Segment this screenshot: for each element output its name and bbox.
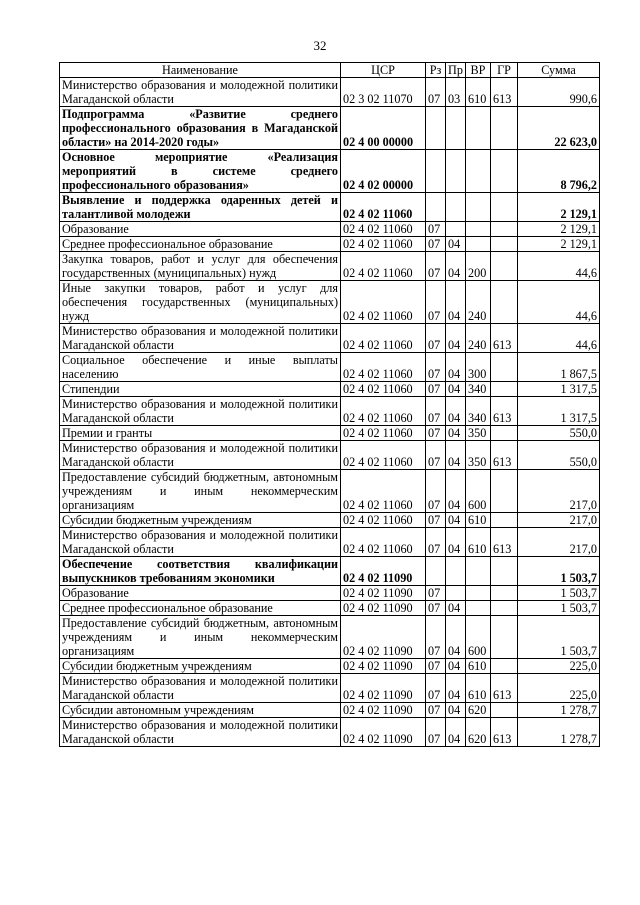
cell-rz: 07 — [426, 703, 446, 718]
cell-pr — [446, 193, 466, 222]
cell-gr — [491, 252, 518, 281]
cell-csr: 02 4 02 11090 — [341, 557, 426, 586]
cell-rz: 07 — [426, 601, 446, 616]
cell-csr: 02 4 02 11060 — [341, 252, 426, 281]
cell-pr: 04 — [446, 528, 466, 557]
cell-name: Образование — [60, 586, 341, 601]
cell-sum: 1 278,7 — [518, 718, 600, 747]
table-row — [60, 557, 600, 586]
cell-vr — [466, 601, 491, 616]
cell-csr: 02 4 00 00000 — [341, 107, 426, 150]
table-row — [60, 78, 600, 107]
cell-name: Предоставление субсидий бюджетным, автономным учреждениям и иным некоммерческим организациям — [60, 470, 341, 513]
cell-vr: 620 — [466, 703, 491, 718]
cell-pr: 04 — [446, 674, 466, 703]
cell-vr: 350 — [466, 441, 491, 470]
header-rz: Рз — [426, 63, 446, 78]
cell-sum: 217,0 — [518, 470, 600, 513]
table-row — [60, 281, 600, 324]
cell-pr: 04 — [446, 470, 466, 513]
cell-vr — [466, 222, 491, 237]
cell-gr — [491, 193, 518, 222]
cell-csr: 02 4 02 11060 — [341, 222, 426, 237]
cell-vr: 610 — [466, 78, 491, 107]
cell-csr: 02 4 02 11060 — [341, 441, 426, 470]
cell-csr: 02 4 02 11060 — [341, 281, 426, 324]
cell-name: Обеспечение соответствия квалификации выпускников требованиям экономики — [60, 557, 341, 586]
cell-csr: 02 4 02 00000 — [341, 150, 426, 193]
cell-vr: 610 — [466, 528, 491, 557]
cell-vr — [466, 150, 491, 193]
cell-gr — [491, 353, 518, 382]
cell-csr: 02 4 02 11090 — [341, 674, 426, 703]
table-row — [60, 659, 600, 674]
cell-gr — [491, 426, 518, 441]
cell-rz: 07 — [426, 78, 446, 107]
cell-csr: 02 4 02 11060 — [341, 397, 426, 426]
cell-csr: 02 4 02 11090 — [341, 616, 426, 659]
cell-sum: 1 317,5 — [518, 382, 600, 397]
cell-csr: 02 4 02 11060 — [341, 382, 426, 397]
cell-gr — [491, 470, 518, 513]
cell-gr — [491, 659, 518, 674]
table-row — [60, 193, 600, 222]
cell-sum: 225,0 — [518, 674, 600, 703]
cell-gr — [491, 237, 518, 252]
cell-gr: 613 — [491, 441, 518, 470]
cell-rz: 07 — [426, 586, 446, 601]
cell-rz — [426, 557, 446, 586]
cell-name: Закупка товаров, работ и услуг для обеспечения государственных (муниципальных) нужд — [60, 252, 341, 281]
cell-gr — [491, 601, 518, 616]
table-row — [60, 616, 600, 659]
cell-csr: 02 4 02 11060 — [341, 193, 426, 222]
cell-csr: 02 4 02 11060 — [341, 426, 426, 441]
cell-sum: 22 623,0 — [518, 107, 600, 150]
cell-gr — [491, 107, 518, 150]
table-row — [60, 513, 600, 528]
cell-rz — [426, 107, 446, 150]
cell-pr — [446, 586, 466, 601]
cell-pr: 04 — [446, 513, 466, 528]
cell-vr: 600 — [466, 616, 491, 659]
cell-pr: 04 — [446, 659, 466, 674]
cell-pr: 04 — [446, 703, 466, 718]
cell-csr: 02 4 02 11090 — [341, 586, 426, 601]
table-row — [60, 426, 600, 441]
cell-csr: 02 4 02 11090 — [341, 601, 426, 616]
cell-csr: 02 4 02 11090 — [341, 718, 426, 747]
cell-name: Министерство образования и молодежной политики Магаданской области — [60, 718, 341, 747]
cell-name: Социальное обеспечение и иные выплаты населению — [60, 353, 341, 382]
cell-name: Премии и гранты — [60, 426, 341, 441]
page-number: 32 — [313, 38, 327, 53]
cell-pr — [446, 150, 466, 193]
cell-rz: 07 — [426, 674, 446, 703]
cell-name: Министерство образования и молодежной политики Магаданской области — [60, 441, 341, 470]
cell-rz: 07 — [426, 718, 446, 747]
cell-rz: 07 — [426, 324, 446, 353]
cell-name: Министерство образования и молодежной политики Магаданской области — [60, 397, 341, 426]
cell-sum: 550,0 — [518, 426, 600, 441]
cell-name: Субсидии бюджетным учреждениям — [60, 659, 341, 674]
cell-csr: 02 4 02 11060 — [341, 237, 426, 252]
cell-rz: 07 — [426, 470, 446, 513]
cell-csr: 02 4 02 11090 — [341, 703, 426, 718]
cell-pr: 03 — [446, 78, 466, 107]
cell-sum: 8 796,2 — [518, 150, 600, 193]
table-row — [60, 397, 600, 426]
cell-csr: 02 4 02 11060 — [341, 353, 426, 382]
cell-csr: 02 4 02 11090 — [341, 659, 426, 674]
cell-vr: 610 — [466, 513, 491, 528]
cell-pr: 04 — [446, 426, 466, 441]
cell-vr — [466, 193, 491, 222]
cell-name: Иные закупки товаров, работ и услуг для обеспечения государственных (муниципальных) нужд — [60, 281, 341, 324]
cell-sum: 225,0 — [518, 659, 600, 674]
cell-name: Стипендии — [60, 382, 341, 397]
cell-name: Среднее профессиональное образование — [60, 601, 341, 616]
cell-sum: 550,0 — [518, 441, 600, 470]
cell-sum: 44,6 — [518, 252, 600, 281]
cell-pr: 04 — [446, 353, 466, 382]
cell-vr: 350 — [466, 426, 491, 441]
cell-pr: 04 — [446, 616, 466, 659]
cell-csr: 02 4 02 11060 — [341, 513, 426, 528]
cell-vr — [466, 586, 491, 601]
cell-csr: 02 4 02 11060 — [341, 324, 426, 353]
cell-sum: 1 503,7 — [518, 616, 600, 659]
table-row — [60, 382, 600, 397]
cell-vr: 340 — [466, 397, 491, 426]
table-row — [60, 252, 600, 281]
header-sum: Сумма — [518, 63, 600, 78]
cell-name: Министерство образования и молодежной политики Магаданской области — [60, 78, 341, 107]
header-vr: ВР — [466, 63, 491, 78]
cell-gr: 613 — [491, 397, 518, 426]
cell-csr: 02 4 02 11060 — [341, 528, 426, 557]
cell-rz: 07 — [426, 616, 446, 659]
cell-sum: 2 129,1 — [518, 222, 600, 237]
cell-rz: 07 — [426, 252, 446, 281]
cell-rz: 07 — [426, 513, 446, 528]
cell-name: Министерство образования и молодежной политики Магаданской области — [60, 674, 341, 703]
cell-gr — [491, 150, 518, 193]
cell-name: Субсидии бюджетным учреждениям — [60, 513, 341, 528]
cell-sum: 1 317,5 — [518, 397, 600, 426]
cell-rz: 07 — [426, 222, 446, 237]
cell-rz — [426, 150, 446, 193]
cell-name: Образование — [60, 222, 341, 237]
cell-rz: 07 — [426, 397, 446, 426]
cell-gr — [491, 703, 518, 718]
cell-pr — [446, 107, 466, 150]
cell-pr — [446, 557, 466, 586]
cell-gr — [491, 557, 518, 586]
cell-vr: 240 — [466, 281, 491, 324]
table-row — [60, 150, 600, 193]
header-name: Наименование — [60, 63, 341, 78]
table-row — [60, 586, 600, 601]
table-row — [60, 324, 600, 353]
cell-pr: 04 — [446, 324, 466, 353]
cell-gr: 613 — [491, 324, 518, 353]
table-row — [60, 703, 600, 718]
cell-gr: 613 — [491, 718, 518, 747]
cell-pr: 04 — [446, 718, 466, 747]
cell-rz — [426, 193, 446, 222]
cell-pr: 04 — [446, 441, 466, 470]
cell-rz: 07 — [426, 426, 446, 441]
cell-sum: 217,0 — [518, 513, 600, 528]
cell-gr — [491, 222, 518, 237]
cell-gr: 613 — [491, 78, 518, 107]
table-row — [60, 441, 600, 470]
cell-sum: 2 129,1 — [518, 193, 600, 222]
cell-vr: 620 — [466, 718, 491, 747]
cell-sum: 990,6 — [518, 78, 600, 107]
table-body — [60, 78, 600, 747]
cell-csr: 02 4 02 11060 — [341, 470, 426, 513]
cell-rz: 07 — [426, 382, 446, 397]
table-row — [60, 107, 600, 150]
cell-name: Министерство образования и молодежной политики Магаданской области — [60, 528, 341, 557]
cell-rz: 07 — [426, 659, 446, 674]
table-row — [60, 718, 600, 747]
cell-rz: 07 — [426, 237, 446, 252]
cell-sum: 44,6 — [518, 281, 600, 324]
cell-vr: 300 — [466, 353, 491, 382]
table-header-row — [60, 63, 600, 78]
cell-vr — [466, 107, 491, 150]
table-row — [60, 222, 600, 237]
cell-sum: 217,0 — [518, 528, 600, 557]
cell-sum: 44,6 — [518, 324, 600, 353]
cell-pr: 04 — [446, 397, 466, 426]
cell-rz: 07 — [426, 441, 446, 470]
header-pr: Пр — [446, 63, 466, 78]
cell-pr: 04 — [446, 601, 466, 616]
cell-vr: 240 — [466, 324, 491, 353]
cell-vr — [466, 557, 491, 586]
table-row — [60, 674, 600, 703]
cell-gr: 613 — [491, 528, 518, 557]
cell-name: Субсидии автономным учреждениям — [60, 703, 341, 718]
cell-pr: 04 — [446, 252, 466, 281]
cell-gr — [491, 281, 518, 324]
cell-name: Среднее профессиональное образование — [60, 237, 341, 252]
table-row — [60, 470, 600, 513]
cell-vr: 200 — [466, 252, 491, 281]
cell-csr: 02 3 02 11070 — [341, 78, 426, 107]
budget-table — [59, 62, 600, 747]
cell-rz: 07 — [426, 281, 446, 324]
table-row — [60, 601, 600, 616]
cell-pr: 04 — [446, 382, 466, 397]
header-gr: ГР — [491, 63, 518, 78]
cell-vr — [466, 237, 491, 252]
cell-rz: 07 — [426, 528, 446, 557]
cell-sum: 2 129,1 — [518, 237, 600, 252]
cell-name: Выявление и поддержка одаренных детей и талантливой молодежи — [60, 193, 341, 222]
cell-vr: 610 — [466, 674, 491, 703]
cell-vr: 610 — [466, 659, 491, 674]
cell-name: Подпрограмма «Развитие среднего профессионального образования в Магаданской области» на 2014-2020 годы» — [60, 107, 341, 150]
cell-gr — [491, 513, 518, 528]
cell-gr — [491, 616, 518, 659]
table-row — [60, 237, 600, 252]
cell-pr: 04 — [446, 237, 466, 252]
cell-gr — [491, 382, 518, 397]
cell-pr — [446, 222, 466, 237]
cell-name: Министерство образования и молодежной политики Магаданской области — [60, 324, 341, 353]
cell-sum: 1 867,5 — [518, 353, 600, 382]
cell-vr: 340 — [466, 382, 491, 397]
table-row — [60, 353, 600, 382]
cell-gr — [491, 586, 518, 601]
cell-sum: 1 278,7 — [518, 703, 600, 718]
cell-gr: 613 — [491, 674, 518, 703]
cell-sum: 1 503,7 — [518, 557, 600, 586]
cell-name: Основное мероприятие «Реализация мероприятий в системе среднего профессионального образования» — [60, 150, 341, 193]
cell-pr: 04 — [446, 281, 466, 324]
cell-sum: 1 503,7 — [518, 586, 600, 601]
table-row — [60, 528, 600, 557]
cell-vr: 600 — [466, 470, 491, 513]
cell-name: Предоставление субсидий бюджетным, автономным учреждениям и иным некоммерческим организациям — [60, 616, 341, 659]
header-csr: ЦСР — [341, 63, 426, 78]
cell-sum: 1 503,7 — [518, 601, 600, 616]
cell-rz: 07 — [426, 353, 446, 382]
